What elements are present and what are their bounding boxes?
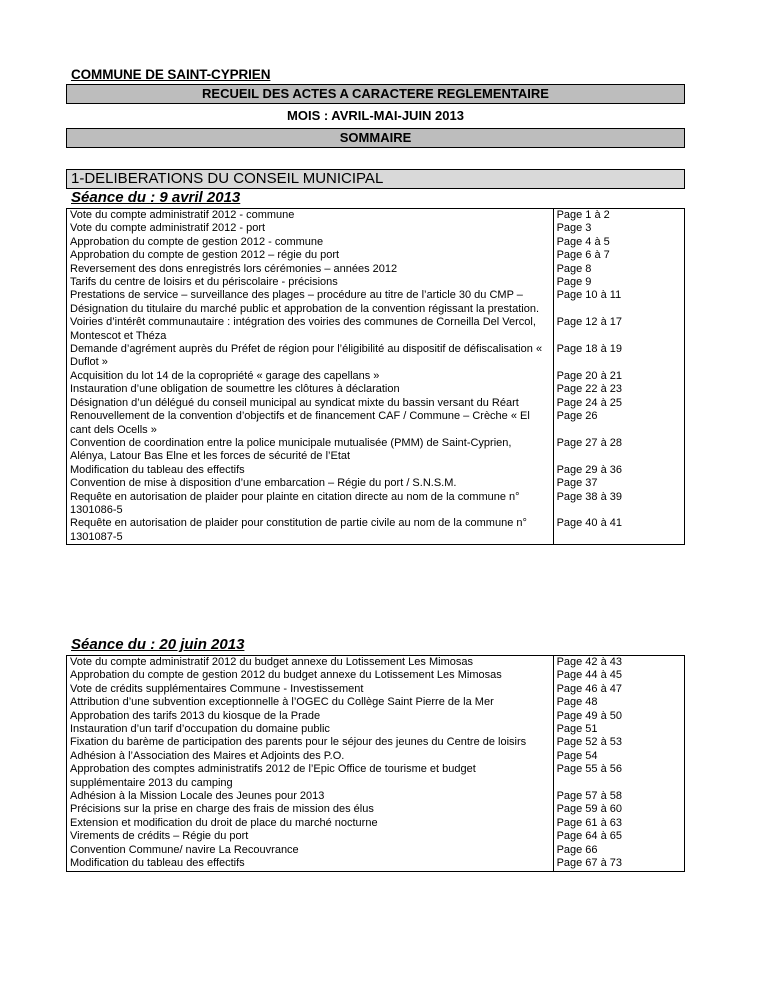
toc-row-description: Tarifs du centre de loisirs et du périscolaire - précisions: [67, 276, 554, 289]
toc-row: [67, 763, 685, 790]
toc-row-description: Désignation d’un délégué du conseil municipal au syndicat mixte du bassin versant du Réart: [67, 397, 554, 410]
toc-row-description: Prestations de service – surveillance des plages – procédure au titre de l’article 30 du CMP – Désignation du titulaire du marché public et approbation de la convention régissant la prestation.: [67, 289, 554, 316]
toc-row: [67, 723, 685, 736]
toc-row-page: Page 4 à 5: [553, 236, 684, 249]
toc-row-description: Extension et modification du droit de place du marché nocturne: [67, 817, 554, 830]
toc-row-description: Convention de mise à disposition d’une embarcation – Régie du port / S.N.S.M.: [67, 477, 554, 490]
toc-row-description: Virements de crédits – Régie du port: [67, 830, 554, 843]
toc-row-description: Approbation des tarifs 2013 du kiosque de la Prade: [67, 710, 554, 723]
toc-row-page: Page 38 à 39: [553, 491, 684, 518]
toc-row-description: Approbation des comptes administratifs 2012 de l’Epic Office de tourisme et budget supplémentaire 2013 du camping: [67, 763, 554, 790]
toc-row: [67, 263, 685, 276]
toc-row: [67, 857, 685, 871]
toc-row-description: Requête en autorisation de plaider pour plainte en citation directe au nom de la commune n° 1301086-5: [67, 491, 554, 518]
toc-row-page: Page 66: [553, 844, 684, 857]
toc-row: [67, 222, 685, 235]
toc-table-april: [66, 208, 685, 545]
toc-row-page: Page 67 à 73: [553, 857, 684, 871]
toc-table-june: [66, 655, 685, 872]
toc-row-page: Page 52 à 53: [553, 736, 684, 749]
toc-row-description: Fixation du barème de participation des parents pour le séjour des jeunes du Centre de loisirs: [67, 736, 554, 749]
toc-row-description: Instauration d’un tarif d’occupation du domaine public: [67, 723, 554, 736]
toc-row: [67, 683, 685, 696]
toc-row-page: Page 8: [553, 263, 684, 276]
toc-row-description: Modification du tableau des effectifs: [67, 857, 554, 871]
toc-row: [67, 696, 685, 709]
toc-row: [67, 343, 685, 370]
toc-row-page: Page 40 à 41: [553, 517, 684, 544]
sommaire-banner: SOMMAIRE: [66, 128, 685, 148]
toc-row-description: Adhésion à la Mission Locale des Jeunes pour 2013: [67, 790, 554, 803]
toc-row: [67, 249, 685, 262]
seance-heading-april: Séance du : 9 avril 2013: [71, 189, 241, 206]
period-heading: MOIS : AVRIL-MAI-JUIN 2013: [287, 108, 464, 123]
toc-row-description: Convention de coordination entre la police municipale mutualisée (PMM) de Saint-Cyprien, Alénya, Latour Bas Elne et les forces de sécurité de l’Etat: [67, 437, 554, 464]
toc-row: [67, 316, 685, 343]
toc-row-page: Page 20 à 21: [553, 370, 684, 383]
toc-row: [67, 477, 685, 490]
toc-row-description: Reversement des dons enregistrés lors cérémonies – années 2012: [67, 263, 554, 276]
toc-row-page: Page 48: [553, 696, 684, 709]
toc-row-page: Page 49 à 50: [553, 710, 684, 723]
toc-row: [67, 790, 685, 803]
toc-row-description: Modification du tableau des effectifs: [67, 464, 554, 477]
toc-row-page: Page 29 à 36: [553, 464, 684, 477]
toc-row-description: Acquisition du lot 14 de la copropriété « garage des capellans »: [67, 370, 554, 383]
toc-row-page: Page 55 à 56: [553, 763, 684, 790]
toc-row: [67, 517, 685, 544]
toc-row-description: Renouvellement de la convention d’objectifs et de financement CAF / Commune – Crèche « El cant dels Ocells »: [67, 410, 554, 437]
toc-row-description: Approbation du compte de gestion 2012 – régie du port: [67, 249, 554, 262]
toc-row-description: Demande d’agrément auprès du Préfet de région pour l’éligibilité au dispositif de défiscalisation « Duflot »: [67, 343, 554, 370]
toc-row-description: Vote de crédits supplémentaires Commune - Investissement: [67, 683, 554, 696]
toc-row-page: Page 54: [553, 750, 684, 763]
toc-row: [67, 817, 685, 830]
toc-row-page: Page 12 à 17: [553, 316, 684, 343]
toc-row-description: Attribution d’une subvention exceptionnelle à l’OGEC du Collège Saint Pierre de la Mer: [67, 696, 554, 709]
toc-row: [67, 844, 685, 857]
toc-row: [67, 491, 685, 518]
toc-row-description: Adhésion à l’Association des Maires et Adjoints des P.O.: [67, 750, 554, 763]
toc-row: [67, 736, 685, 749]
toc-row-page: Page 37: [553, 477, 684, 490]
toc-row: [67, 397, 685, 410]
toc-row-description: Convention Commune/ navire La Recouvrance: [67, 844, 554, 857]
toc-row-page: Page 18 à 19: [553, 343, 684, 370]
toc-row-description: Voiries d’intérêt communautaire : intégration des voiries des communes de Corneilla Del Vercol, Montescot et Théza: [67, 316, 554, 343]
toc-row: [67, 289, 685, 316]
toc-row: [67, 383, 685, 396]
toc-row-page: Page 51: [553, 723, 684, 736]
toc-row-page: Page 46 à 47: [553, 683, 684, 696]
toc-row: [67, 209, 685, 223]
toc-row-description: Vote du compte administratif 2012 du budget annexe du Lotissement Les Mimosas: [67, 656, 554, 670]
toc-row-page: Page 44 à 45: [553, 669, 684, 682]
toc-row-page: Page 22 à 23: [553, 383, 684, 396]
toc-row-description: Instauration d’une obligation de soumettre les clôtures à déclaration: [67, 383, 554, 396]
toc-row: [67, 656, 685, 670]
seance-heading-june: Séance du : 20 juin 2013: [71, 636, 245, 653]
toc-row-page: Page 57 à 58: [553, 790, 684, 803]
toc-row-page: Page 24 à 25: [553, 397, 684, 410]
toc-row-description: Vote du compte administratif 2012 - commune: [67, 209, 554, 223]
toc-row: [67, 370, 685, 383]
recueil-banner: RECUEIL DES ACTES A CARACTERE REGLEMENTAIRE: [66, 84, 685, 104]
toc-row: [67, 437, 685, 464]
toc-row-description: Précisions sur la prise en charge des frais de mission des élus: [67, 803, 554, 816]
toc-row-page: Page 64 à 65: [553, 830, 684, 843]
toc-row-page: Page 26: [553, 410, 684, 437]
toc-row: [67, 410, 685, 437]
toc-row: [67, 276, 685, 289]
toc-row: [67, 464, 685, 477]
section-deliberations-title: 1-DELIBERATIONS DU CONSEIL MUNICIPAL: [66, 169, 685, 189]
toc-row-description: Requête en autorisation de plaider pour constitution de partie civile au nom de la commune n° 1301087-5: [67, 517, 554, 544]
toc-row-page: Page 42 à 43: [553, 656, 684, 670]
toc-row: [67, 803, 685, 816]
toc-row-page: Page 9: [553, 276, 684, 289]
toc-row-page: Page 59 à 60: [553, 803, 684, 816]
toc-row: [67, 710, 685, 723]
toc-row-description: Approbation du compte de gestion 2012 - commune: [67, 236, 554, 249]
toc-row-page: Page 1 à 2: [553, 209, 684, 223]
toc-row-page: Page 6 à 7: [553, 249, 684, 262]
toc-row-page: Page 27 à 28: [553, 437, 684, 464]
toc-row: [67, 236, 685, 249]
toc-row: [67, 669, 685, 682]
toc-row-page: Page 61 à 63: [553, 817, 684, 830]
toc-row-page: Page 3: [553, 222, 684, 235]
toc-row-description: Approbation du compte de gestion 2012 du budget annexe du Lotissement Les Mimosas: [67, 669, 554, 682]
commune-title: COMMUNE DE SAINT-CYPRIEN: [71, 67, 271, 82]
toc-row: [67, 750, 685, 763]
toc-row-page: Page 10 à 11: [553, 289, 684, 316]
toc-row-description: Vote du compte administratif 2012 - port: [67, 222, 554, 235]
toc-row: [67, 830, 685, 843]
